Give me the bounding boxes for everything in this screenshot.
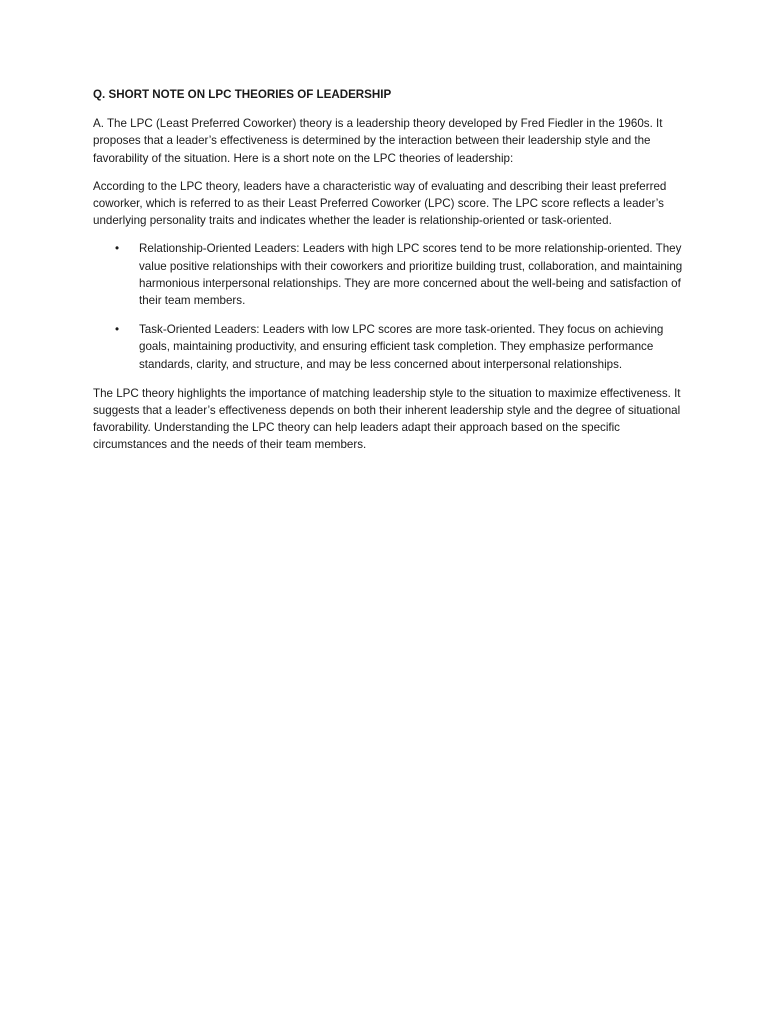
- bullet-icon: •: [115, 242, 120, 256]
- bullet-icon: •: [115, 323, 120, 337]
- list-item-text: Task-Oriented Leaders: Leaders with low LPC scores are more task-oriented. They focus on achieving goals, maintaining productivity, and ensuring efficient task completion. They emphasize performance standards, clarity, and structure, and may be less concerned about interpersonal relationships.: [139, 323, 664, 371]
- list-item-task-oriented: [93, 321, 683, 373]
- list-item-text: Relationship-Oriented Leaders: Leaders with high LPC scores tend to be more relationship-oriented. They value positive relationships with their coworkers and prioritize building trust, collaboration, and maintaining harmonious interpersonal relationships. They are more concerned about the well-being and satisfaction of their team members.: [139, 242, 683, 308]
- question-heading: Q. SHORT NOTE ON LPC THEORIES OF LEADERSHIP: [93, 88, 392, 101]
- conclusion-paragraph: The LPC theory highlights the importance of matching leadership style to the situation to maximize effectiveness. It suggests that a leader’s effectiveness depends on both their inherent leadership style and the degree of situational favorability. Understanding the LPC theory can help leaders adapt their approach based on the specific circumstances and the needs of their team members.: [93, 386, 681, 452]
- lpc-score-paragraph: According to the LPC theory, leaders have a characteristic way of evaluating and describing their least preferred coworker, which is referred to as their Least Preferred Coworker (LPC) score. The LPC score reflects a leader’s underlying personality traits and indicates whether the leader is relationship-oriented or task-oriented.: [93, 179, 667, 228]
- document-page: [93, 86, 683, 465]
- answer-intro-paragraph: A. The LPC (Least Preferred Coworker) theory is a leadership theory developed by Fred Fiedler in the 1960s. It proposes that a leader’s effectiveness is determined by the interaction between their leadership style and the favorability of the situation. Here is a short note on the LPC theories of leadership:: [93, 117, 663, 165]
- leader-types-list: [93, 240, 683, 372]
- list-item-relationship-oriented: [93, 240, 683, 309]
